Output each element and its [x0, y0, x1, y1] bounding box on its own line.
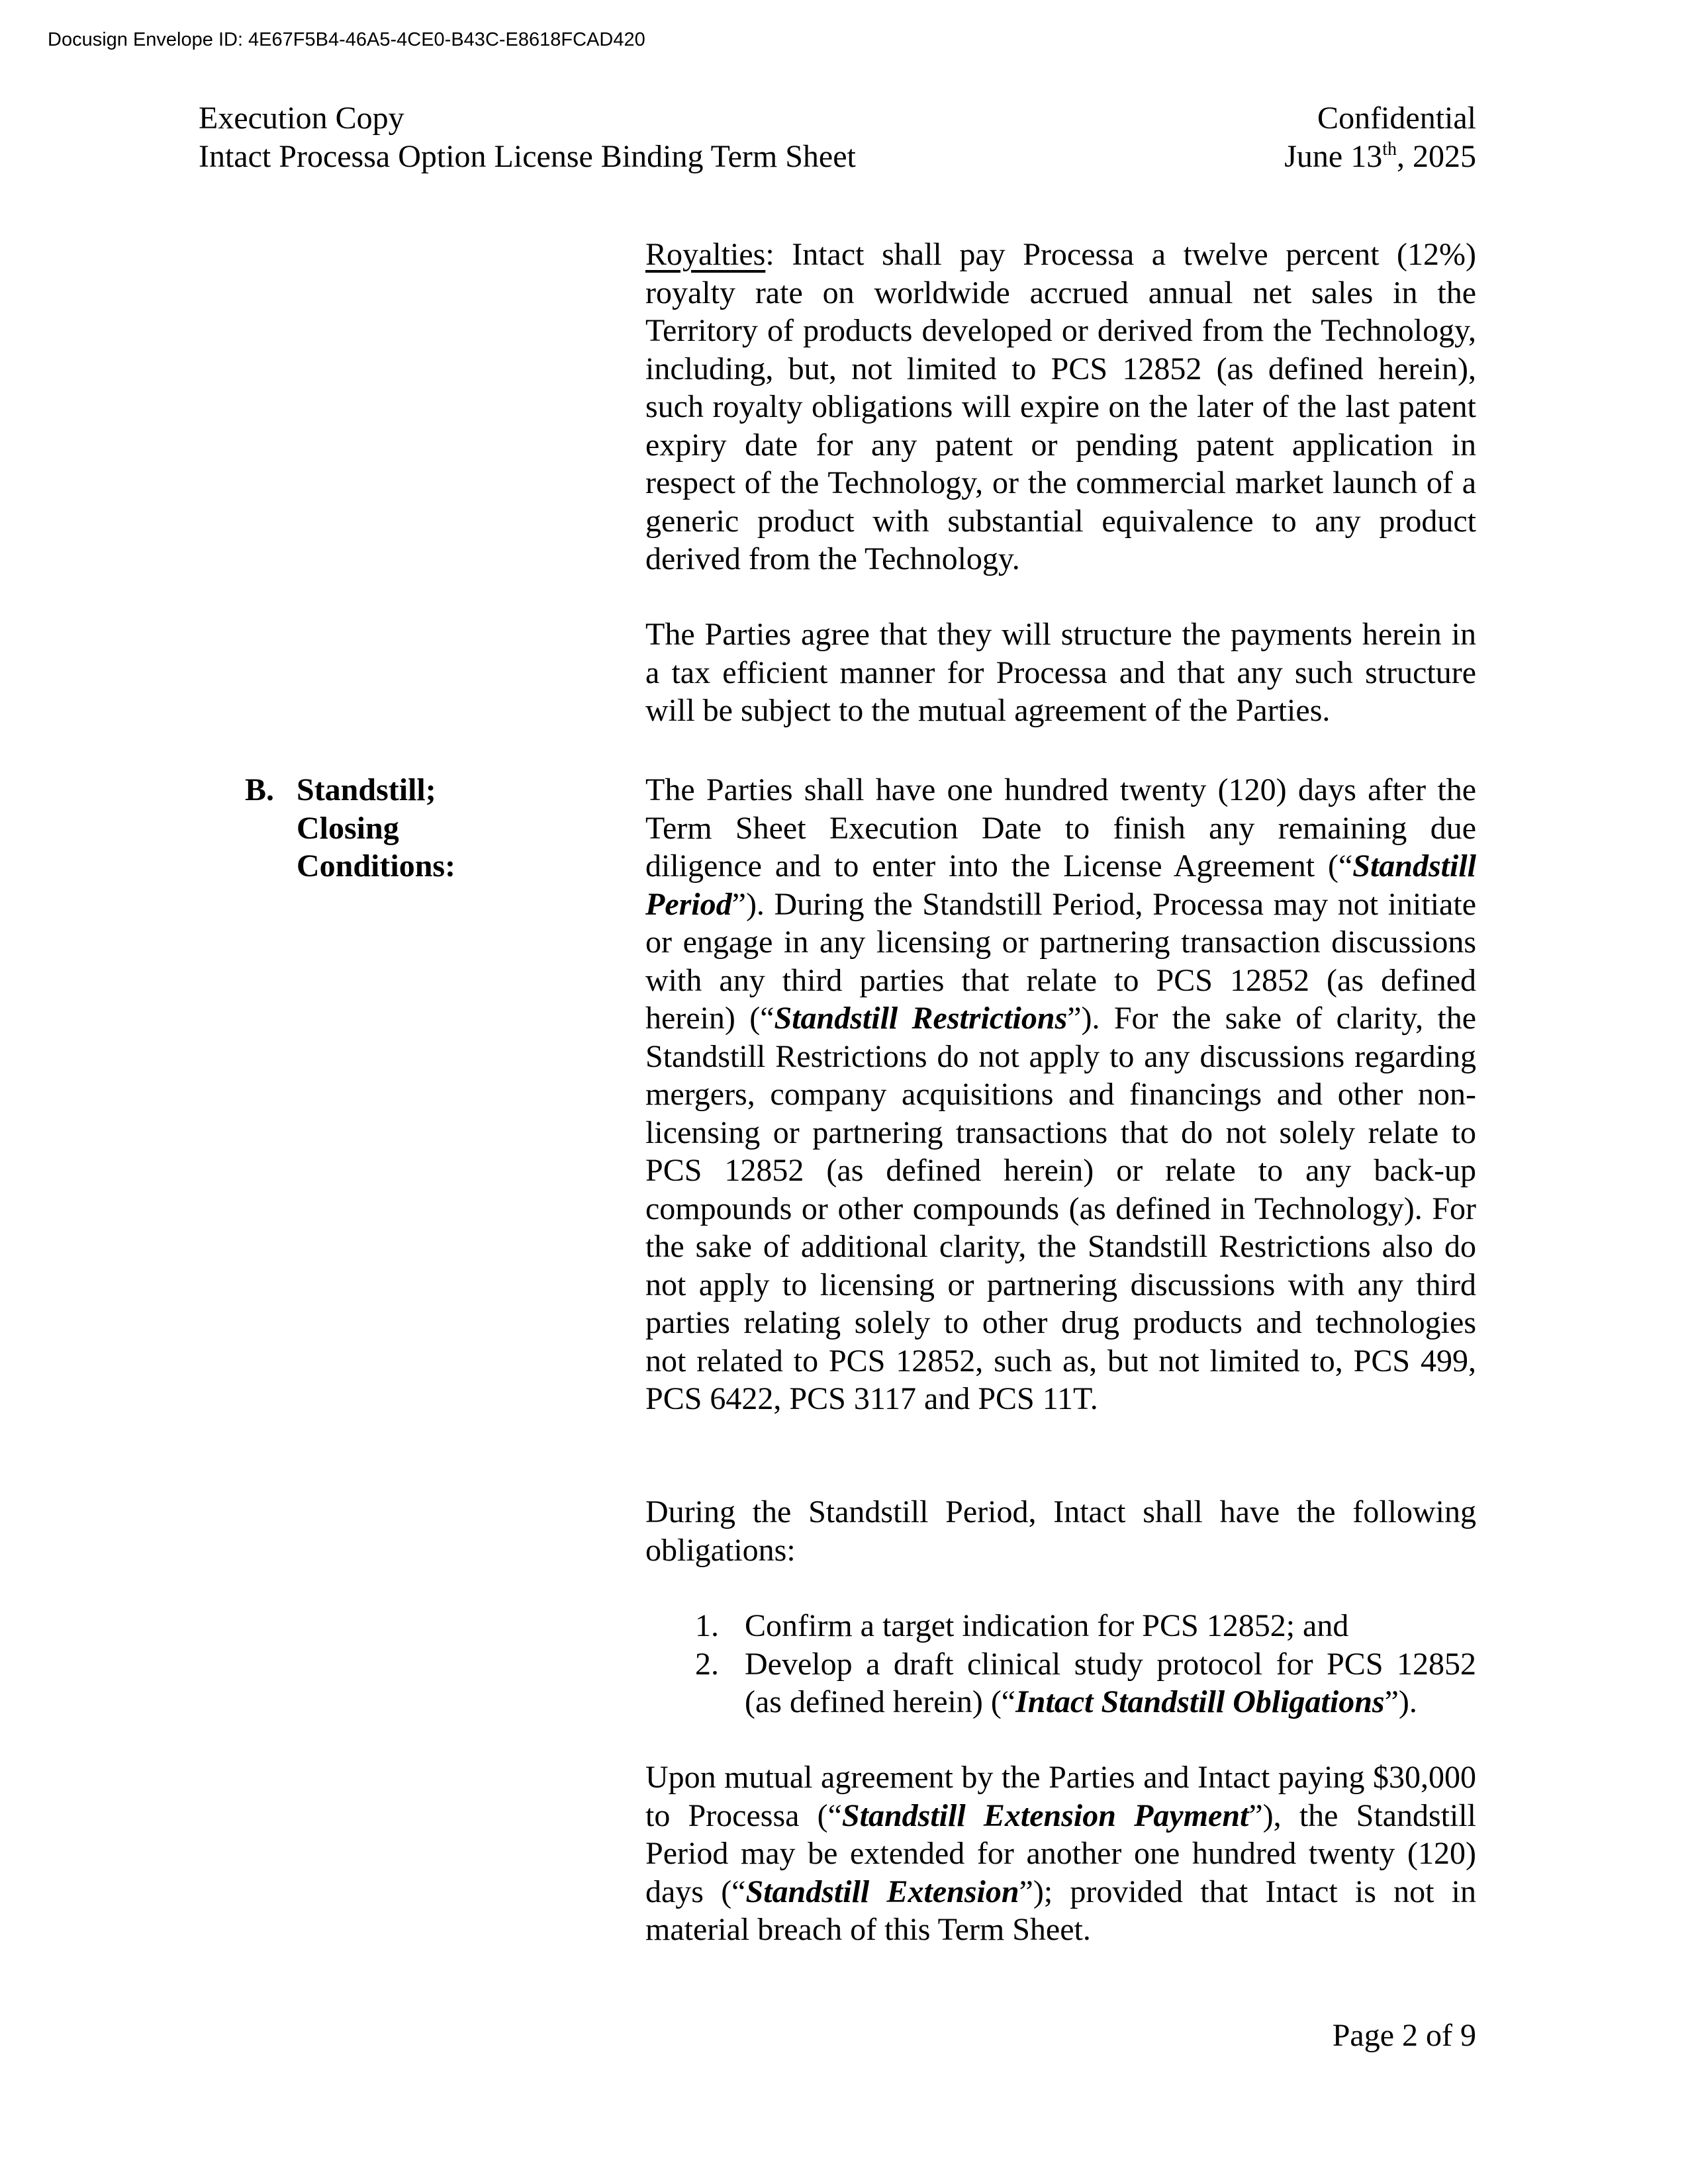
royalties-section [645, 236, 1476, 578]
standstill-extension-paragraph: Upon mutual agreement by the Parties and Intact paying $30,000 to Processa (“Standstill Extension Payment”), the Standstill Period may be extended for another one hundred twenty (120) days (“Standstill Extension”); provided that Intact is not in material breach of this Term Sheet. [645, 1760, 1477, 1947]
defined-term-standstill-period: Standstill Period [645, 848, 1476, 922]
defined-term-standstill-extension-payment: Standstill Extension Payment [841, 1797, 1249, 1833]
intact-obligations-list [645, 1607, 1476, 1721]
confidential-label: Confidential [1317, 101, 1476, 136]
section-b-letter: B. [245, 772, 275, 807]
defined-term-intact-standstill-obligations: Intact Standstill Obligations [1015, 1684, 1385, 1719]
tax-structure-paragraph: The Parties agree that they will structure the payments herein in a tax efficient manner for Processa and that any such structure will be subject to the mutual agreement of the Parties. [645, 617, 1476, 728]
document-title: Intact Processa Option License Binding Term Sheet [199, 139, 856, 174]
document-header-right [1284, 99, 1476, 176]
tax-structure-section [645, 615, 1476, 730]
section-b-title-line3: Conditions: [297, 848, 456, 884]
section-b-title-line2: Closing [297, 810, 399, 846]
defined-term-standstill-extension: Standstill Extension [745, 1874, 1019, 1909]
royalties-paragraph: Royalties: Intact shall pay Processa a twelve percent (12%) royalty rate on worldwide accrued annual net sales in the Territory of products developed or derived from the Technology, including, but, not limited to PCS 12852 (as defined herein), such royalty obligations will expire on the later of the last patent expiry date for any patent or pending patent application in respect of the Technology, or the commercial market launch of a generic product with substantial equivalence to any product derived from the Technology. [645, 237, 1476, 576]
standstill-paragraph-1: The Parties shall have one hundred twenty (120) days after the Term Sheet Execution Date to finish any remaining due diligence and to enter into the License Agreement (“Standstill Period”). During the Standstill Period, Processa may not initiate or engage in any licensing or partnering transaction discussions with any third parties that relate to PCS 12852 (as defined herein) (“Standstill Restrictions”). For the sake of clarity, the Standstill Restrictions do not apply to any discussions regarding mergers, company acquisitions and financings and other non-licensing or partnering transactions that do not solely relate to PCS 12852 (as defined herein) or relate to any back-up compounds or other compounds (as defined in Technology). For the sake of additional clarity, the Standstill Restrictions also do not apply to licensing or partnering discussions with any third parties relating solely to other drug products and technologies not related to PCS 12852, such as, but not limited to, PCS 499, PCS 6422, PCS 3117 and PCS 11T. [645, 772, 1477, 1416]
document-header-left [199, 99, 856, 176]
obligation-item: 2. Develop a draft clinical study protocol for PCS 12852 (as defined herein) (“Intact Standstill Obligations”). [695, 1646, 1476, 1719]
royalties-heading: Royalties [645, 237, 766, 272]
docusign-envelope-id: Docusign Envelope ID: 4E67F5B4-46A5-4CE0-B43C-E8618FCAD420 [48, 29, 645, 50]
section-b-title-line1: Standstill; [297, 772, 436, 807]
defined-term-standstill-restrictions: Standstill Restrictions [774, 1001, 1068, 1036]
execution-copy-label: Execution Copy [199, 101, 404, 136]
document-date: June 13th, 2025 [1284, 139, 1476, 174]
obligation-item: 1. Confirm a target indication for PCS 12852; and [695, 1608, 1349, 1643]
section-b-label [245, 771, 455, 886]
page-number: Page 2 of 9 [1332, 2018, 1476, 2053]
standstill-paragraph-2: During the Standstill Period, Intact shall have the following obligations: [645, 1494, 1476, 1568]
